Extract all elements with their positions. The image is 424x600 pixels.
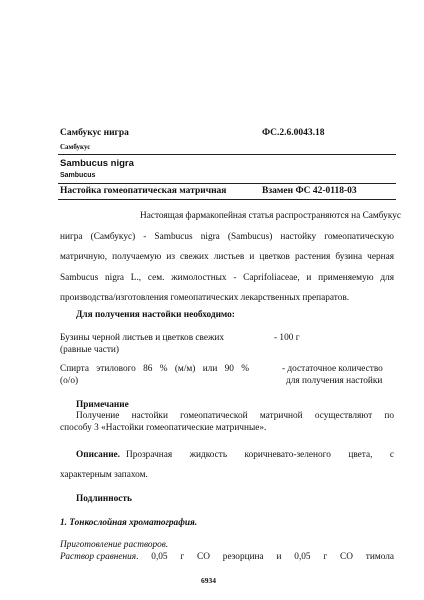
reference-solution-label: Раствор сравнения (60, 552, 137, 562)
note-line-2: способу 3 «Настойки гомеопатические матричные». (60, 423, 267, 433)
description-line-2: характерным запахом. (60, 470, 148, 480)
ingredient-2-amount: - достаточное количество (282, 364, 383, 374)
monograph-russian-name: Самбукус нигра (60, 128, 129, 138)
description-line-1-row (76, 450, 394, 460)
note-heading: Примечание (76, 400, 129, 410)
description-label: Описание. (76, 450, 120, 460)
ingredient-2-name: Спирта этилового 86 % (м/м) или 90 % (60, 364, 249, 374)
ingredient-1-name: Бузины черной листьев и цветков свежих (60, 333, 225, 343)
solutions-prep-heading: Приготовление растворов. (60, 540, 169, 550)
intro-line: Sambucus nigra L., сем. жимолостных - Caprifoliaceae, и применяемую для (60, 272, 394, 283)
monograph-code: ФС.2.6.0043.18 (262, 128, 325, 138)
header-rule-2 (58, 183, 396, 184)
authenticity-heading: Подлинность (76, 494, 132, 504)
intro-paragraph (60, 206, 401, 309)
page-number: 6934 (201, 576, 216, 585)
intro-line: матричную, получаемую из свежих листьев и цветков растения бузина черная (60, 252, 394, 262)
replaces-note: Взамен ФС 42-0118-03 (262, 186, 357, 196)
monograph-russian-subname: Самбукус (60, 143, 91, 151)
ingredient-2-amount-cont: для получения настойки (286, 376, 383, 386)
intro-line: нигра (Самбукус) - Sambucus nigra (Sambucus) настойку гомеопатическую (60, 231, 394, 242)
header-rule-1 (58, 154, 396, 155)
intro-line: производства/изготовления гомеопатических лекарственных препаратов. (60, 293, 350, 303)
ingredients-heading: Для получения настойки необходимо: (76, 310, 235, 320)
monograph-latin-subname: Sambucus (60, 172, 96, 179)
intro-line: Настоящая фармакопейная статья распространяются на Самбукус (140, 211, 401, 221)
ingredient-2-sub: (о/о) (60, 376, 79, 386)
description-line-1: Прозрачная жидкость коричневато-зеленого цвета, с (126, 450, 394, 460)
tincture-title: Настойка гомеопатическая матричная (60, 186, 227, 196)
header-rule-3 (58, 199, 396, 200)
note-line-1: Получение настойки гомеопатической матричной осуществляют по (76, 411, 394, 421)
tlc-heading: 1. Тонкослойная хроматография. (60, 518, 198, 528)
monograph-latin-name: Sambucus nigra (60, 158, 134, 169)
reference-solution-row (60, 552, 394, 562)
ingredient-1-amount: - 100 г (274, 333, 300, 343)
reference-solution-text: . 0,05 г СО резорцина и 0,05 г СО тимола (136, 552, 394, 562)
ingredient-1-sub: (равные части) (60, 345, 119, 355)
